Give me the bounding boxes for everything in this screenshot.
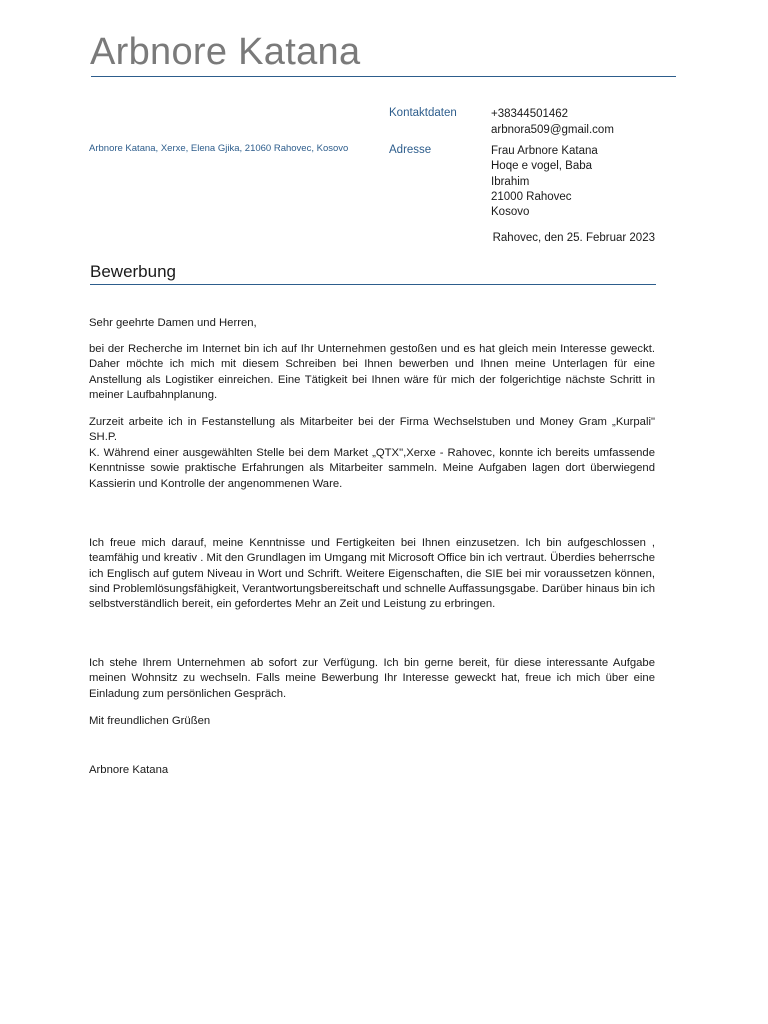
- contact-label: Kontaktdaten: [389, 107, 457, 119]
- paragraph-intro: bei der Recherche im Internet bin ich auf Ihr Unternehmen gestoßen und es hat gleich mein Interesse geweckt. Daher möchte ich mich mit diesem Schreiben bei Ihnen bewerben und Ihnen meine Unterlagen für eine Anstellung als Logistiker einreichen. Eine Tätigkeit bei Ihnen wäre für mich der folgerichtige nächste Schritt in meiner Laufbahnplanung.: [89, 343, 655, 401]
- address-line: Ibrahim: [491, 175, 530, 188]
- contact-details: [491, 107, 614, 138]
- paragraph-experience: K. Während einer ausgewählten Stelle bei dem Market „QTX",Xerxe - Rahovec, konnte ich bereits umfassende Kenntnisse sowie praktische Erfahrungen als Mitarbeiter sammeln. Meine Aufgaben lagen dort überwiegend Kassierin und Kontrolle der angenommenen Ware.: [89, 447, 655, 490]
- closing: Mit freundlichen Grüßen: [89, 715, 211, 727]
- address-block: [491, 144, 598, 220]
- sender-address-line: Arbnore Katana, Xerxe, Elena Gjika, 21060 Rahovec, Kosovo: [89, 143, 349, 154]
- phone-number: +38344501462: [491, 108, 569, 120]
- applicant-name-heading: Arbnore Katana: [90, 31, 361, 73]
- subject-heading: Bewerbung: [90, 262, 177, 281]
- address-line: Frau Arbnore Katana: [491, 145, 598, 157]
- address-line: Hoqe e vogel, Baba: [491, 160, 593, 173]
- paragraph-skills: Ich freue mich darauf, meine Kenntnisse und Fertigkeiten bei Ihnen einzusetzen. Ich bin aufgeschlossen , teamfähig und kreativ . Mit den Grundlagen im Umgang mit Microsoft Office bin ich vertraut. Überdies beherrsche ich Englisch auf gutem Niveau in Wort und Schrift. Weitere Eigenschaften, die SIE bei mir voraussetzen können, sind Problemlösungsfähigkeit, Verantwortungsbereitschaft und schnelle Auffassungsgabe. Darüber hinaus bin ich selbstverständlich bereit, ein gefordertes Mehr an Zeit und Leistung zu erbringen.: [89, 537, 655, 611]
- subject-divider: [90, 284, 656, 285]
- address-line: 21000 Rahovec: [491, 190, 572, 203]
- address-label: Adresse: [389, 144, 432, 156]
- letter-date: Rahovec, den 25. Februar 2023: [492, 232, 655, 244]
- address-line: Kosovo: [491, 206, 530, 219]
- paragraph-availability: Ich stehe Ihrem Unternehmen ab sofort zur Verfügung. Ich bin gerne bereit, für diese interessante Aufgabe meinen Wohnsitz zu wechseln. Falls meine Bewerbung Ihr Interesse geweckt hat, freue ich mich über eine Einladung zum persönlichen Gespräch.: [89, 657, 655, 700]
- signature-name: Arbnore Katana: [89, 764, 169, 776]
- salutation: Sehr geehrte Damen und Herren,: [89, 317, 257, 329]
- paragraph-current-job: Zurzeit arbeite ich in Festanstellung als Mitarbeiter bei der Firma Wechselstuben und Money Gram „Kurpali" SH.P.: [89, 416, 655, 444]
- header-divider: [91, 76, 676, 77]
- email-address: arbnora509@gmail.com: [491, 123, 614, 136]
